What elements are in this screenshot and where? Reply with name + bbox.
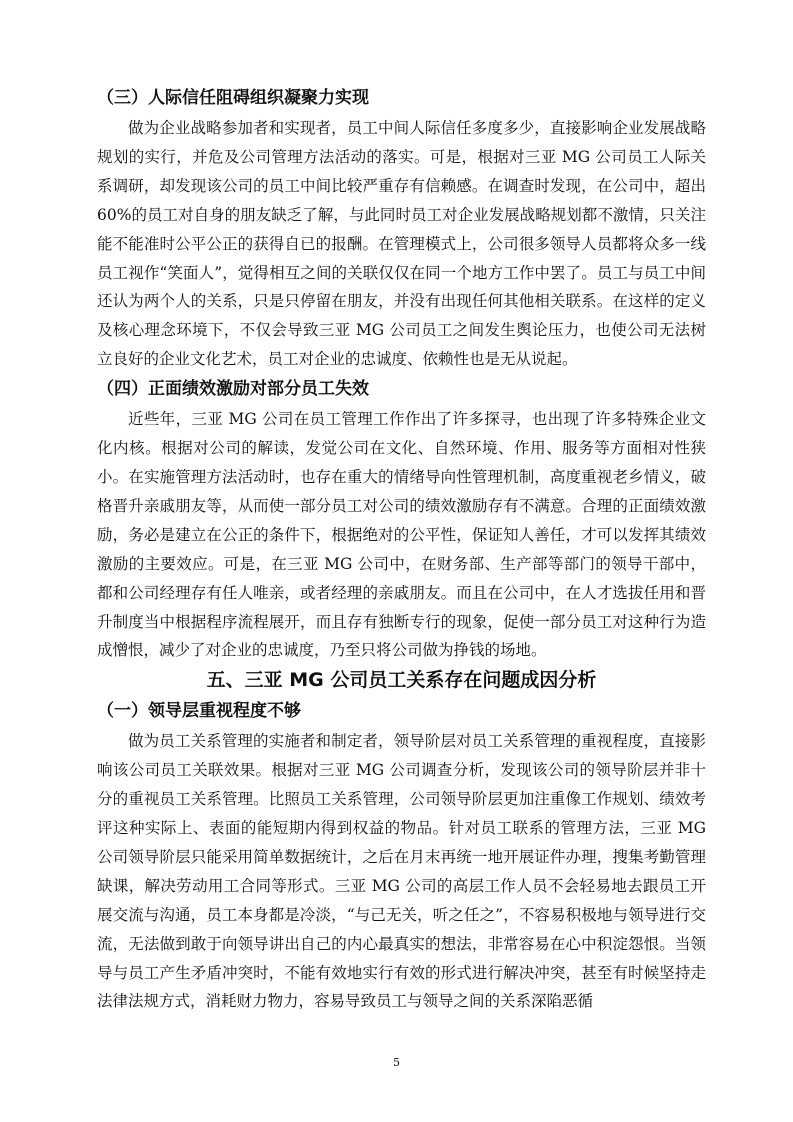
section-paragraph-4: 近些年，三亚 MG 公司在员工管理工作作出了许多探寻，也出现了许多特殊企业文化内核。根据对公司的解读，发觉公司在文化、自然环境、作用、服务等方面相对性狭小。在实施管理方法活动时，也存在重大的情绪导向性管理机制，高度重视老乡情义，破格晋升亲戚朋友等，从而使一部分员工对公司的绩效激励存有不满意。合理的正面绩效激励，务必是建立在公正的条件下，根据绝对的公平性，保证知人善任，才可以发挥其绩效激励的主要效应。可是，在三亚 MG 公司中，在财务部、生产部等部门的领导干部中，都和公司经理存有任人唯亲，或者经理的亲戚朋友。而且在公司中，在人才选拔任用和晋升制度当中根据程序流程展开，而且存有独断专行的现象，促使一部分员工对这种行为造成憎恨，减少了对企业的忠诚度，乃至只将公司做为挣钱的场地。: [97, 410, 706, 660]
subsection-heading-1: （一）领导层重视程度不够: [97, 701, 301, 722]
subsection-paragraph-1: 做为员工关系管理的实施者和制定者，领导阶层对员工关系管理的重视程度，直接影响该公司员工关联效果。根据对三亚 MG 公司调查分析，发现该公司的领导阶层并非十分的重视员工关系管理。比照员工关系管理，公司领导阶层更加注重像工作规划、绩效考评这种实际上、表面的能短期内得到权益的物品。针对员工联系的管理方法，三亚 MG 公司领导阶层只能采用简单数据统计，之后在月末再统一地开展证件办理，搜集考勤管理缺课，解决劳动用工合同等形式。三亚 MG 公司的高层工作人员不会轻易地去跟员工开展交流与沟通，员工本身都是冷淡，“与己无关，听之任之”，不容易积极地与领导进行交流，无法做到敢于向领导讲出自己的内心最真实的想法，非常容易在心中积淀怨恨。当领导与员工产生矛盾冲突时，不能有效地实行有效的形式进行解决冲突，甚至有时候坚持走法律法规方式，消耗财力物力，容易导致员工与领导之间的关系深陷恶循: [97, 732, 706, 1011]
section-paragraph-3: 做为企业战略参加者和实现者，员工中间人际信任多度多少，直接影响企业发展战略规划的实行，并危及公司管理方法活动的落实。可是，根据对三亚 MG 公司员工人际关系调研，却发现该公司的员工中间比较严重存有信赖感。在调查时发现，在公司中，超出 60%的员工对自身的朋友缺乏了解，与此同时员工对企业发展战略规划都不激情，只关注能不能准时公平公正的获得自已的报酬。在管理模式上，公司很多领导人员都将众多一线员工视作“笑面人”，觉得相互之间的关联仅仅在同一个地方工作中罢了。员工与员工中间还认为两个人的关系，只是只停留在朋友，并没有出现任何其他相关联系。在这样的定义及核心理念环境下，不仅会导致三亚 MG 公司员工之间发生舆论压力，也使公司无法树立良好的企业文化艺术，员工对企业的忠诚度、依赖性也是无从说起。: [97, 119, 706, 369]
chapter-title: 五、三亚 MG 公司员工关系存在问题成因分析: [206, 669, 597, 692]
section-heading-4: （四）正面绩效激励对部分员工失效: [97, 379, 369, 400]
section-heading-3: （三）人际信任阻碍组织凝聚力实现: [97, 88, 369, 108]
page-number: 5: [393, 1056, 400, 1069]
page-content: [97, 83, 706, 1016]
